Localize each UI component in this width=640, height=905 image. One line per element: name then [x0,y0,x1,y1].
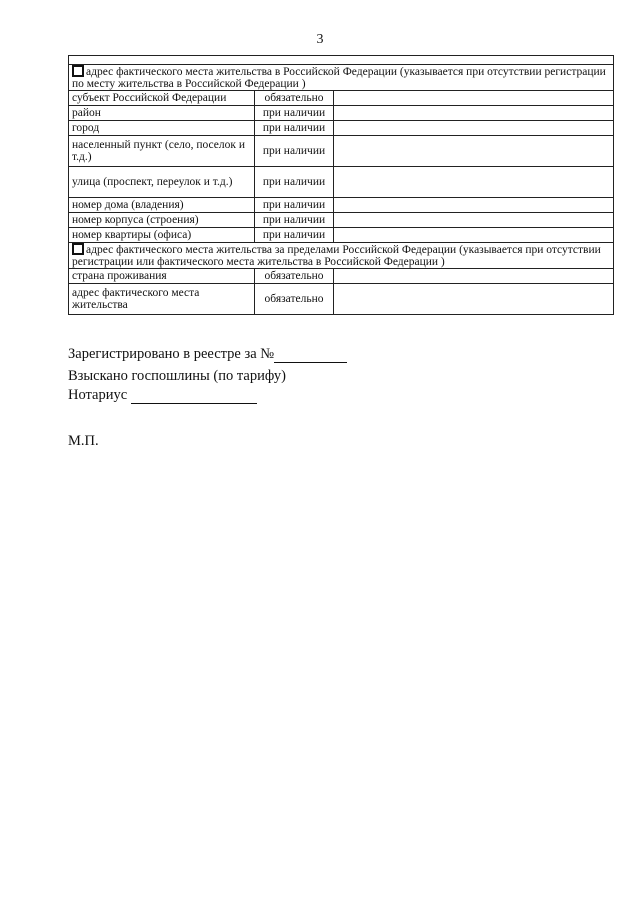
table-row [69,284,614,315]
table-row [69,121,614,136]
table-top-strip [69,56,614,65]
row-label: адрес фактического места жительства [69,284,255,315]
seal-label: М.П. [68,433,99,449]
address-table [68,55,614,315]
row-value-cell[interactable] [334,269,614,284]
registered-line [68,346,347,363]
row-value-cell[interactable] [334,198,614,213]
notary-line [68,387,257,404]
table-row [69,213,614,228]
row-value-cell[interactable] [334,91,614,106]
table-row [69,198,614,213]
page-number: 3 [316,32,324,47]
row-requirement: при наличии [255,167,334,198]
row-requirement: при наличии [255,213,334,228]
table-row [69,106,614,121]
row-requirement: при наличии [255,198,334,213]
row-label: номер корпуса (строения) [69,213,255,228]
row-requirement: обязательно [255,269,334,284]
row-requirement: обязательно [255,284,334,315]
row-value-cell[interactable] [334,136,614,167]
row-value-cell[interactable] [334,121,614,136]
row-value-cell[interactable] [334,167,614,198]
row-requirement: при наличии [255,228,334,243]
row-value-cell[interactable] [334,106,614,121]
notary-signature-blank[interactable] [131,389,257,404]
table-row [69,91,614,106]
fee-line [68,368,286,385]
row-label: город [69,121,255,136]
notary-label: Нотариус [68,387,128,403]
abroad-section-title: адрес фактического места жительства за пределами Российской Федерации (указывается при отсутствии регистрации или фактического места жительства в Российской Федерации ) [72,244,601,268]
row-label: район [69,106,255,121]
table-row [69,228,614,243]
row-requirement: при наличии [255,136,334,167]
rf-address-checkbox[interactable] [72,65,84,77]
section-header-abroad [69,243,614,269]
row-requirement: при наличии [255,121,334,136]
table-row [69,136,614,167]
row-requirement: обязательно [255,91,334,106]
section-header-rf [69,65,614,91]
row-value-cell[interactable] [334,284,614,315]
row-requirement: при наличии [255,106,334,121]
row-value-cell[interactable] [334,228,614,243]
row-label: улица (проспект, переулок и т.д.) [69,167,255,198]
row-label: субъект Российской Федерации [69,91,255,106]
row-label: страна проживания [69,269,255,284]
table-row [69,167,614,198]
registry-number-blank[interactable] [274,348,347,363]
rf-section-title: адрес фактического места жительства в Российской Федерации (указывается при отсутствии регистрации по месту жительства в Российской Федерации ) [72,66,606,90]
fee-label: Взыскано госпошлины (по тарифу) [68,368,286,384]
row-label: номер квартиры (офиса) [69,228,255,243]
table-row [69,269,614,284]
registered-label: Зарегистрировано в реестре за № [68,346,275,362]
row-label: номер дома (владения) [69,198,255,213]
abroad-address-checkbox[interactable] [72,243,84,255]
row-label: населенный пункт (село, поселок и т.д.) [69,136,255,167]
row-value-cell[interactable] [334,213,614,228]
